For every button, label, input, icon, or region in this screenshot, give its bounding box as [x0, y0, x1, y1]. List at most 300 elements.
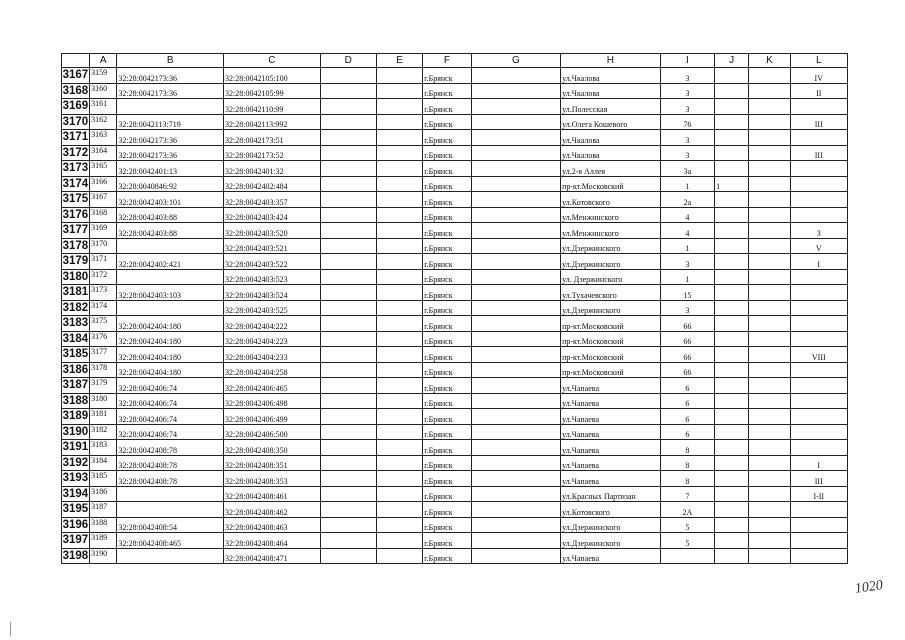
cell-j[interactable]: [715, 440, 749, 456]
row-number[interactable]: 3190: [62, 425, 89, 438]
cell-l[interactable]: [790, 331, 847, 347]
row-number[interactable]: 3185: [62, 348, 89, 361]
cell-a[interactable]: 3163: [90, 130, 117, 146]
cell-k[interactable]: [749, 455, 790, 471]
cell-f[interactable]: г.Брянск: [423, 269, 471, 285]
cell-k[interactable]: [749, 533, 790, 549]
cell-d[interactable]: [320, 502, 376, 518]
cell-f[interactable]: г.Брянск: [423, 285, 471, 301]
cell-g[interactable]: [471, 285, 561, 301]
cell-h[interactable]: ул.Котовского: [561, 192, 661, 208]
cell-i[interactable]: 3: [660, 99, 714, 115]
row-number[interactable]: 3191: [62, 441, 89, 454]
cell-a[interactable]: 3176: [90, 331, 117, 347]
cell-e[interactable]: [376, 300, 422, 316]
cell-g[interactable]: [471, 192, 561, 208]
cell-d[interactable]: [320, 316, 376, 332]
cell-c[interactable]: 32:28:0042403:357: [224, 192, 321, 208]
row-number[interactable]: 3170: [62, 115, 89, 128]
cell-e[interactable]: [376, 409, 422, 425]
cell-e[interactable]: [376, 347, 422, 363]
cell-l[interactable]: V: [790, 238, 847, 254]
cell-c[interactable]: 32:28:0042408:471: [224, 548, 321, 564]
cell-f[interactable]: г.Брянск: [423, 347, 471, 363]
cell-d[interactable]: [320, 192, 376, 208]
cell-a[interactable]: 3169: [90, 223, 117, 239]
cell-g[interactable]: [471, 347, 561, 363]
cell-d[interactable]: [320, 424, 376, 440]
cell-b[interactable]: 32:28:0042403:103: [117, 285, 224, 301]
cell-a[interactable]: 3182: [90, 424, 117, 440]
cell-e[interactable]: [376, 161, 422, 177]
cell-j[interactable]: [715, 409, 749, 425]
row-number[interactable]: 3182: [62, 301, 89, 314]
cell-h[interactable]: ул.Чкалова: [561, 68, 661, 84]
cell-l[interactable]: II: [790, 83, 847, 99]
row-number[interactable]: 3172: [62, 146, 89, 159]
cell-d[interactable]: [320, 285, 376, 301]
row-number[interactable]: 3194: [62, 487, 89, 500]
cell-g[interactable]: [471, 331, 561, 347]
cell-f[interactable]: г.Брянск: [423, 502, 471, 518]
cell-e[interactable]: [376, 362, 422, 378]
cell-f[interactable]: г.Брянск: [423, 176, 471, 192]
cell-h[interactable]: ул.Дзержинского: [561, 533, 661, 549]
cell-d[interactable]: [320, 533, 376, 549]
cell-l[interactable]: IV: [790, 68, 847, 84]
cell-f[interactable]: г.Брянск: [423, 362, 471, 378]
cell-i[interactable]: 1: [660, 238, 714, 254]
cell-e[interactable]: [376, 548, 422, 564]
cell-g[interactable]: [471, 114, 561, 130]
cell-h[interactable]: ул.Менжинского: [561, 207, 661, 223]
cell-c[interactable]: 32:28:0042105:100: [224, 68, 321, 84]
cell-k[interactable]: [749, 269, 790, 285]
cell-l[interactable]: [790, 409, 847, 425]
cell-d[interactable]: [320, 548, 376, 564]
cell-a[interactable]: 3171: [90, 254, 117, 270]
cell-a[interactable]: 3187: [90, 502, 117, 518]
cell-h[interactable]: ул.Красных Партизан: [561, 486, 661, 502]
cell-e[interactable]: [376, 223, 422, 239]
cell-i[interactable]: 3: [660, 130, 714, 146]
cell-i[interactable]: 4: [660, 223, 714, 239]
cell-j[interactable]: [715, 502, 749, 518]
cell-k[interactable]: [749, 486, 790, 502]
cell-l[interactable]: [790, 502, 847, 518]
row-number[interactable]: 3177: [62, 224, 89, 237]
cell-b[interactable]: 32:28:0042406:74: [117, 378, 224, 394]
cell-h[interactable]: ул.Олега Кошевого: [561, 114, 661, 130]
cell-e[interactable]: [376, 533, 422, 549]
cell-b[interactable]: 32:28:0042408:78: [117, 455, 224, 471]
cell-k[interactable]: [749, 393, 790, 409]
cell-i[interactable]: 8: [660, 455, 714, 471]
cell-e[interactable]: [376, 440, 422, 456]
cell-h[interactable]: пр-кт.Московский: [561, 362, 661, 378]
cell-i[interactable]: 6: [660, 409, 714, 425]
cell-c[interactable]: 32:28:0042403:524: [224, 285, 321, 301]
cell-l[interactable]: [790, 269, 847, 285]
row-number[interactable]: 3168: [62, 84, 89, 97]
cell-h[interactable]: ул.Чапаева: [561, 471, 661, 487]
cell-f[interactable]: г.Брянск: [423, 99, 471, 115]
cell-i[interactable]: 66: [660, 331, 714, 347]
cell-a[interactable]: 3162: [90, 114, 117, 130]
row-number[interactable]: 3180: [62, 270, 89, 283]
cell-d[interactable]: [320, 378, 376, 394]
cell-c[interactable]: 32:28:0042406:498: [224, 393, 321, 409]
cell-h[interactable]: пр-кт.Московский: [561, 347, 661, 363]
cell-e[interactable]: [376, 130, 422, 146]
cell-k[interactable]: [749, 517, 790, 533]
cell-e[interactable]: [376, 502, 422, 518]
cell-c[interactable]: 32:28:0042404:233: [224, 347, 321, 363]
cell-j[interactable]: [715, 548, 749, 564]
cell-k[interactable]: [749, 192, 790, 208]
cell-i[interactable]: 15: [660, 285, 714, 301]
cell-d[interactable]: [320, 471, 376, 487]
cell-a[interactable]: 3166: [90, 176, 117, 192]
cell-c[interactable]: 32:28:0042403:522: [224, 254, 321, 270]
cell-l[interactable]: [790, 533, 847, 549]
cell-b[interactable]: 32:28:0042173:36: [117, 68, 224, 84]
cell-d[interactable]: [320, 517, 376, 533]
cell-e[interactable]: [376, 207, 422, 223]
cell-h[interactable]: ул.Дзержинского: [561, 238, 661, 254]
cell-h[interactable]: ул.Чапаева: [561, 455, 661, 471]
cell-g[interactable]: [471, 471, 561, 487]
column-header-b[interactable]: B: [117, 54, 224, 68]
cell-a[interactable]: 3190: [90, 548, 117, 564]
cell-e[interactable]: [376, 517, 422, 533]
cell-d[interactable]: [320, 455, 376, 471]
cell-b[interactable]: 32:28:0042113:719: [117, 114, 224, 130]
cell-b[interactable]: [117, 548, 224, 564]
cell-l[interactable]: III: [790, 145, 847, 161]
cell-g[interactable]: [471, 316, 561, 332]
cell-j[interactable]: [715, 68, 749, 84]
cell-f[interactable]: г.Брянск: [423, 114, 471, 130]
cell-c[interactable]: 32:28:0042406:500: [224, 424, 321, 440]
cell-g[interactable]: [471, 223, 561, 239]
cell-a[interactable]: 3180: [90, 393, 117, 409]
cell-h[interactable]: ул.Дзержинского: [561, 254, 661, 270]
cell-d[interactable]: [320, 300, 376, 316]
cell-f[interactable]: г.Брянск: [423, 455, 471, 471]
cell-d[interactable]: [320, 130, 376, 146]
row-number[interactable]: 3175: [62, 193, 89, 206]
cell-l[interactable]: [790, 99, 847, 115]
cell-e[interactable]: [376, 316, 422, 332]
cell-i[interactable]: 66: [660, 362, 714, 378]
cell-c[interactable]: 32:28:0042406:499: [224, 409, 321, 425]
cell-e[interactable]: [376, 114, 422, 130]
cell-i[interactable]: 4: [660, 207, 714, 223]
cell-c[interactable]: 32:28:0042408:463: [224, 517, 321, 533]
cell-g[interactable]: [471, 145, 561, 161]
column-header-l[interactable]: L: [790, 54, 847, 68]
cell-e[interactable]: [376, 424, 422, 440]
cell-g[interactable]: [471, 161, 561, 177]
cell-b[interactable]: 32:28:0042173:36: [117, 130, 224, 146]
cell-c[interactable]: 32:28:0042401:32: [224, 161, 321, 177]
cell-g[interactable]: [471, 455, 561, 471]
cell-f[interactable]: г.Брянск: [423, 223, 471, 239]
cell-c[interactable]: 32:28:0042110:99: [224, 99, 321, 115]
cell-k[interactable]: [749, 347, 790, 363]
cell-b[interactable]: [117, 486, 224, 502]
cell-j[interactable]: [715, 114, 749, 130]
cell-d[interactable]: [320, 238, 376, 254]
cell-c[interactable]: 32:28:0042408:353: [224, 471, 321, 487]
cell-l[interactable]: [790, 393, 847, 409]
cell-c[interactable]: 32:28:0042404:222: [224, 316, 321, 332]
cell-h[interactable]: пр-кт.Московский: [561, 176, 661, 192]
cell-b[interactable]: 32:28:0042406:74: [117, 393, 224, 409]
cell-l[interactable]: [790, 161, 847, 177]
cell-k[interactable]: [749, 331, 790, 347]
cell-d[interactable]: [320, 145, 376, 161]
cell-d[interactable]: [320, 440, 376, 456]
cell-a[interactable]: 3175: [90, 316, 117, 332]
cell-i[interactable]: 6: [660, 378, 714, 394]
cell-k[interactable]: [749, 285, 790, 301]
cell-i[interactable]: 3: [660, 68, 714, 84]
cell-f[interactable]: г.Брянск: [423, 378, 471, 394]
cell-i[interactable]: 1: [660, 176, 714, 192]
cell-k[interactable]: [749, 316, 790, 332]
cell-k[interactable]: [749, 300, 790, 316]
cell-a[interactable]: 3185: [90, 471, 117, 487]
cell-k[interactable]: [749, 68, 790, 84]
row-number[interactable]: 3197: [62, 534, 89, 547]
cell-j[interactable]: [715, 223, 749, 239]
cell-b[interactable]: [117, 269, 224, 285]
cell-i[interactable]: 2А: [660, 502, 714, 518]
cell-c[interactable]: 32:28:0042408:351: [224, 455, 321, 471]
cell-j[interactable]: [715, 347, 749, 363]
cell-i[interactable]: 7: [660, 486, 714, 502]
column-header-e[interactable]: E: [376, 54, 422, 68]
cell-a[interactable]: 3160: [90, 83, 117, 99]
cell-h[interactable]: ул.Чапаева: [561, 440, 661, 456]
cell-i[interactable]: 8: [660, 471, 714, 487]
cell-d[interactable]: [320, 393, 376, 409]
row-number[interactable]: 3178: [62, 239, 89, 252]
cell-k[interactable]: [749, 207, 790, 223]
cell-e[interactable]: [376, 254, 422, 270]
cell-c[interactable]: 32:28:0042403:424: [224, 207, 321, 223]
cell-k[interactable]: [749, 145, 790, 161]
cell-k[interactable]: [749, 471, 790, 487]
cell-f[interactable]: г.Брянск: [423, 130, 471, 146]
cell-b[interactable]: 32:28:0042408:78: [117, 440, 224, 456]
cell-c[interactable]: 32:28:0042408:464: [224, 533, 321, 549]
cell-d[interactable]: [320, 223, 376, 239]
cell-i[interactable]: 3: [660, 254, 714, 270]
cell-c[interactable]: 32:28:0042403:520: [224, 223, 321, 239]
cell-d[interactable]: [320, 161, 376, 177]
cell-b[interactable]: 32:28:0042403:88: [117, 223, 224, 239]
row-number[interactable]: 3192: [62, 456, 89, 469]
cell-k[interactable]: [749, 548, 790, 564]
cell-b[interactable]: 32:28:0042403:88: [117, 207, 224, 223]
cell-g[interactable]: [471, 269, 561, 285]
cell-c[interactable]: 32:28:0042408:462: [224, 502, 321, 518]
cell-c[interactable]: 32:28:0042404:223: [224, 331, 321, 347]
cell-j[interactable]: [715, 269, 749, 285]
cell-c[interactable]: 32:28:0042403:521: [224, 238, 321, 254]
cell-j[interactable]: [715, 533, 749, 549]
cell-l[interactable]: [790, 424, 847, 440]
cell-l[interactable]: [790, 130, 847, 146]
cell-g[interactable]: [471, 502, 561, 518]
column-header-f[interactable]: F: [423, 54, 471, 68]
cell-b[interactable]: [117, 502, 224, 518]
cell-g[interactable]: [471, 517, 561, 533]
cell-c[interactable]: 32:28:0042173:52: [224, 145, 321, 161]
cell-d[interactable]: [320, 347, 376, 363]
cell-g[interactable]: [471, 486, 561, 502]
cell-g[interactable]: [471, 83, 561, 99]
cell-i[interactable]: 6: [660, 424, 714, 440]
cell-i[interactable]: 2а: [660, 192, 714, 208]
cell-b[interactable]: 32:28:0042173:36: [117, 145, 224, 161]
cell-b[interactable]: 32:28:0042404:180: [117, 316, 224, 332]
cell-c[interactable]: 32:28:0042402:484: [224, 176, 321, 192]
cell-e[interactable]: [376, 145, 422, 161]
cell-a[interactable]: 3174: [90, 300, 117, 316]
cell-i[interactable]: 8: [660, 440, 714, 456]
cell-f[interactable]: г.Брянск: [423, 192, 471, 208]
cell-b[interactable]: 32:28:0042406:74: [117, 424, 224, 440]
cell-j[interactable]: [715, 331, 749, 347]
cell-i[interactable]: 5: [660, 517, 714, 533]
cell-j[interactable]: [715, 471, 749, 487]
cell-l[interactable]: I-II: [790, 486, 847, 502]
cell-j[interactable]: [715, 362, 749, 378]
cell-j[interactable]: [715, 207, 749, 223]
cell-g[interactable]: [471, 548, 561, 564]
cell-e[interactable]: [376, 471, 422, 487]
cell-e[interactable]: [376, 486, 422, 502]
cell-k[interactable]: [749, 424, 790, 440]
cell-i[interactable]: 3а: [660, 161, 714, 177]
row-number[interactable]: 3173: [62, 162, 89, 175]
cell-i[interactable]: [660, 548, 714, 564]
cell-f[interactable]: г.Брянск: [423, 83, 471, 99]
cell-a[interactable]: 3165: [90, 161, 117, 177]
cell-g[interactable]: [471, 409, 561, 425]
cell-l[interactable]: VIII: [790, 347, 847, 363]
cell-j[interactable]: [715, 161, 749, 177]
cell-f[interactable]: г.Брянск: [423, 548, 471, 564]
cell-l[interactable]: [790, 362, 847, 378]
cell-b[interactable]: [117, 99, 224, 115]
cell-g[interactable]: [471, 393, 561, 409]
cell-i[interactable]: 66: [660, 347, 714, 363]
cell-b[interactable]: 32:28:0042408:78: [117, 471, 224, 487]
cell-h[interactable]: ул.Чапаева: [561, 424, 661, 440]
cell-f[interactable]: г.Брянск: [423, 424, 471, 440]
cell-g[interactable]: [471, 238, 561, 254]
cell-h[interactable]: ул.Дзержинского: [561, 300, 661, 316]
cell-f[interactable]: г.Брянск: [423, 440, 471, 456]
cell-b[interactable]: 32:28:0042402:421: [117, 254, 224, 270]
cell-c[interactable]: 32:28:0042403:525: [224, 300, 321, 316]
cell-b[interactable]: 32:28:0042404:180: [117, 362, 224, 378]
row-number[interactable]: 3176: [62, 208, 89, 221]
cell-c[interactable]: 32:28:0042408:350: [224, 440, 321, 456]
cell-b[interactable]: 32:28:0042404:180: [117, 347, 224, 363]
cell-l[interactable]: [790, 207, 847, 223]
cell-j[interactable]: [715, 238, 749, 254]
column-header-j[interactable]: J: [715, 54, 749, 68]
cell-g[interactable]: [471, 362, 561, 378]
cell-b[interactable]: 32:28:0042404:180: [117, 331, 224, 347]
cell-f[interactable]: г.Брянск: [423, 207, 471, 223]
cell-g[interactable]: [471, 424, 561, 440]
cell-a[interactable]: 3168: [90, 207, 117, 223]
row-number[interactable]: 3174: [62, 177, 89, 190]
cell-b[interactable]: [117, 300, 224, 316]
cell-g[interactable]: [471, 207, 561, 223]
cell-h[interactable]: ул.Чапаева: [561, 378, 661, 394]
cell-e[interactable]: [376, 192, 422, 208]
cell-b[interactable]: 32:28:0040846:92: [117, 176, 224, 192]
cell-l[interactable]: 3: [790, 223, 847, 239]
cell-h[interactable]: ул. Дзержинского: [561, 269, 661, 285]
column-header-k[interactable]: K: [749, 54, 790, 68]
cell-j[interactable]: [715, 254, 749, 270]
cell-j[interactable]: [715, 83, 749, 99]
cell-h[interactable]: ул.Тухачевского: [561, 285, 661, 301]
cell-c[interactable]: 32:28:0042403:523: [224, 269, 321, 285]
cell-j[interactable]: [715, 316, 749, 332]
cell-h[interactable]: ул.Менжинского: [561, 223, 661, 239]
cell-i[interactable]: 76: [660, 114, 714, 130]
cell-a[interactable]: 3173: [90, 285, 117, 301]
cell-b[interactable]: 32:28:0042401:13: [117, 161, 224, 177]
cell-e[interactable]: [376, 269, 422, 285]
row-number[interactable]: 3184: [62, 332, 89, 345]
row-number[interactable]: 3183: [62, 317, 89, 330]
cell-a[interactable]: 3178: [90, 362, 117, 378]
cell-d[interactable]: [320, 331, 376, 347]
cell-a[interactable]: 3167: [90, 192, 117, 208]
cell-j[interactable]: [715, 455, 749, 471]
row-number[interactable]: 3187: [62, 379, 89, 392]
cell-j[interactable]: [715, 192, 749, 208]
cell-g[interactable]: [471, 300, 561, 316]
cell-d[interactable]: [320, 176, 376, 192]
cell-e[interactable]: [376, 285, 422, 301]
cell-e[interactable]: [376, 68, 422, 84]
cell-i[interactable]: 1: [660, 269, 714, 285]
cell-j[interactable]: [715, 285, 749, 301]
cell-a[interactable]: 3179: [90, 378, 117, 394]
cell-g[interactable]: [471, 99, 561, 115]
column-header-a[interactable]: A: [90, 54, 117, 68]
cell-k[interactable]: [749, 161, 790, 177]
cell-f[interactable]: г.Брянск: [423, 254, 471, 270]
cell-k[interactable]: [749, 362, 790, 378]
cell-k[interactable]: [749, 83, 790, 99]
cell-l[interactable]: [790, 300, 847, 316]
cell-c[interactable]: 32:28:0042408:461: [224, 486, 321, 502]
cell-g[interactable]: [471, 378, 561, 394]
